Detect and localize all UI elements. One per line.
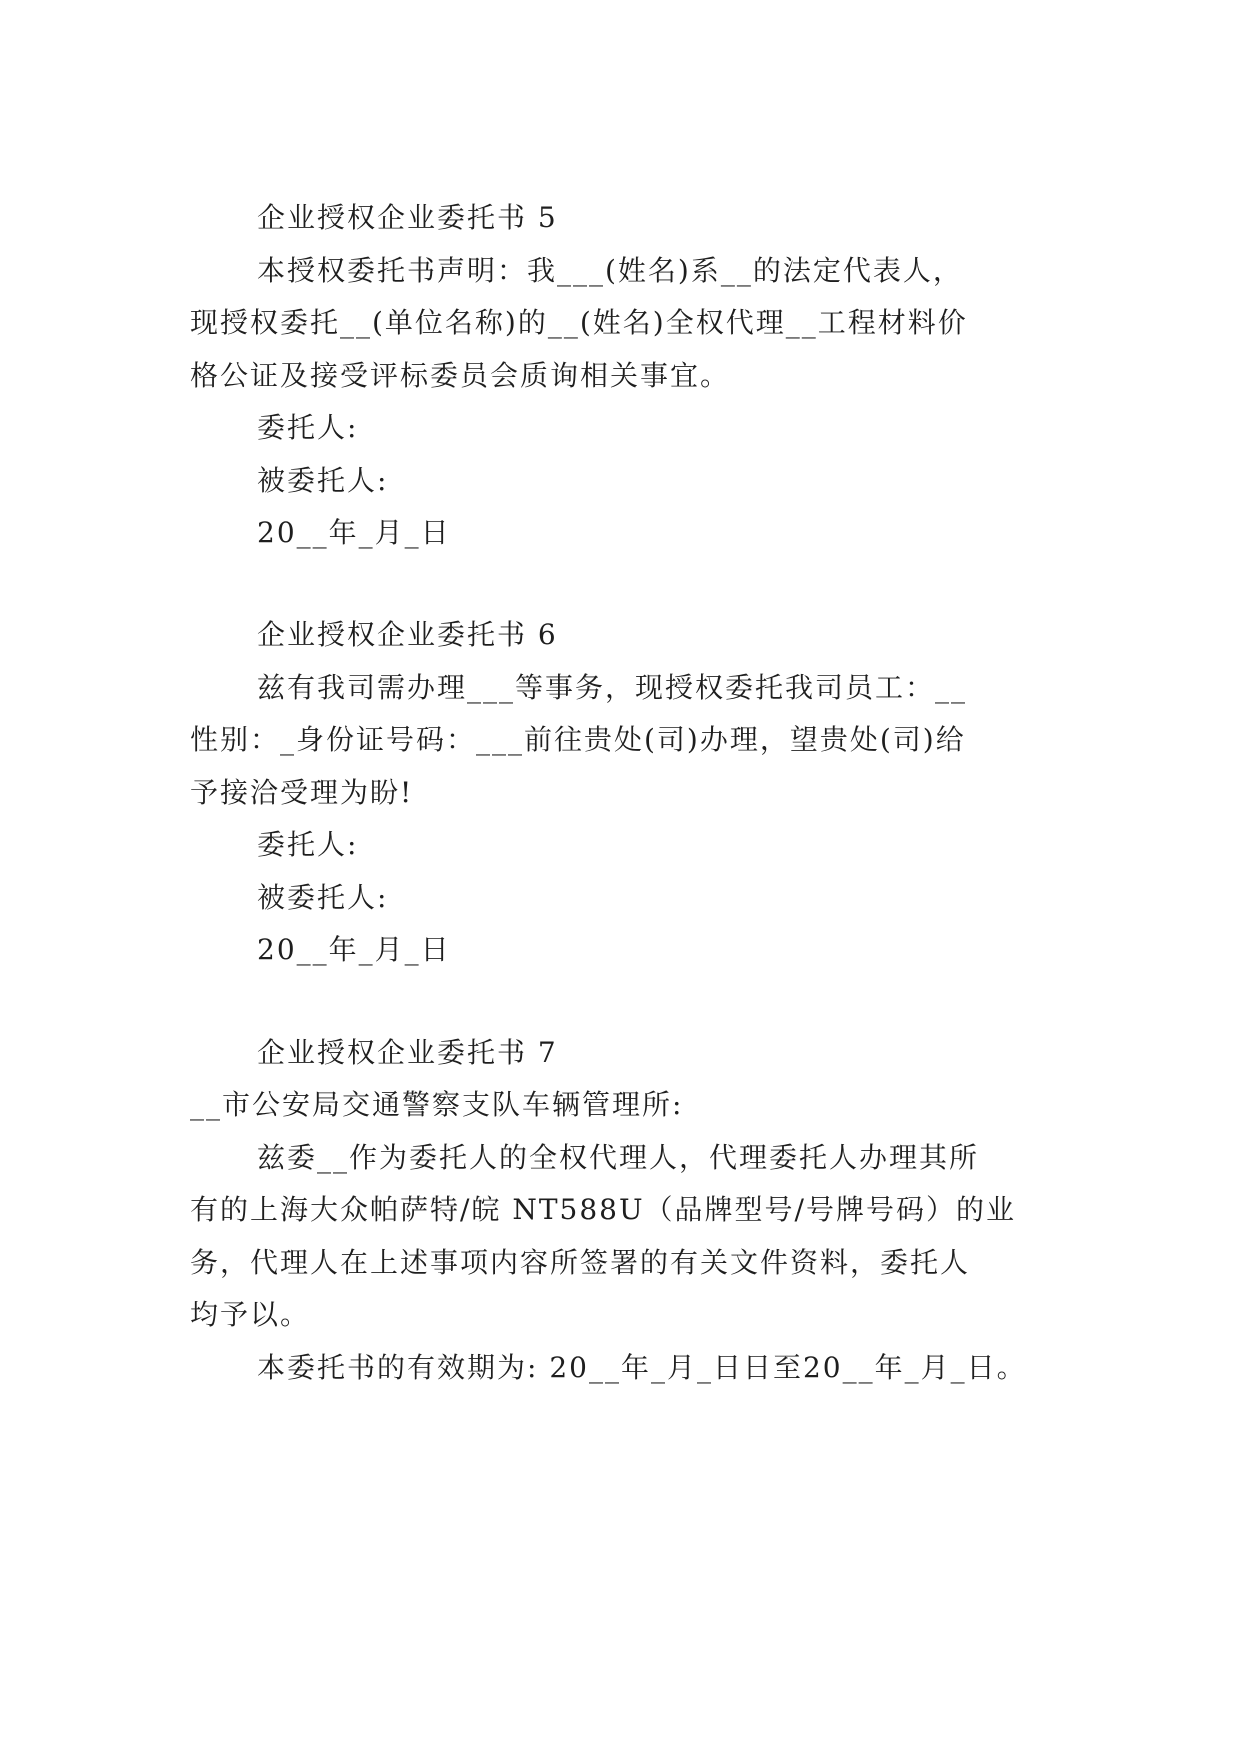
- section-6-principal: 委托人:: [257, 828, 359, 861]
- section-5-agent: 被委托人:: [257, 464, 389, 497]
- section-7-addressee: __市公安局交通警察支队车辆管理所:: [190, 1088, 684, 1121]
- section-6-body-line-3: 予接洽受理为盼!: [190, 776, 414, 809]
- section-6-title: 企业授权企业委托书 6: [257, 618, 558, 651]
- section-7-validity: 本委托书的有效期为: 20__年_月_日日至20__年_月_日。: [257, 1351, 1027, 1384]
- section-7-body-line-1: 兹委__作为委托人的全权代理人，代理委托人办理其所: [257, 1141, 980, 1174]
- section-5-body-line-2: 现授权委托__(单位名称)的__(姓名)全权代理__工程材料价: [190, 306, 968, 339]
- section-5-body-line-1: 本授权委托书声明：我___(姓名)系__的法定代表人，: [257, 254, 963, 287]
- section-6-date: 20__年_月_日: [257, 933, 451, 966]
- section-7-title: 企业授权企业委托书 7: [257, 1036, 558, 1069]
- section-5-principal: 委托人:: [257, 411, 359, 444]
- section-6-body-line-1: 兹有我司需办理___等事务，现授权委托我司员工：__: [257, 671, 968, 704]
- section-7-body-line-3: 务，代理人在上述事项内容所签署的有关文件资料，委托人: [190, 1246, 971, 1279]
- section-5-date: 20__年_月_日: [257, 516, 451, 549]
- section-5-title: 企业授权企业委托书 5: [257, 201, 558, 234]
- section-7-body-line-2: 有的上海大众帕萨特/皖 NT588U（品牌型号/号牌号码）的业: [190, 1193, 1016, 1226]
- section-6-agent: 被委托人:: [257, 881, 389, 914]
- section-5-body-line-3: 格公证及接受评标委员会质询相关事宜。: [190, 359, 731, 392]
- section-6-body-line-2: 性别：_身份证号码：___前往贵处(司)办理，望贵处(司)给: [190, 723, 966, 756]
- section-7-body-line-4: 均予以。: [190, 1298, 311, 1331]
